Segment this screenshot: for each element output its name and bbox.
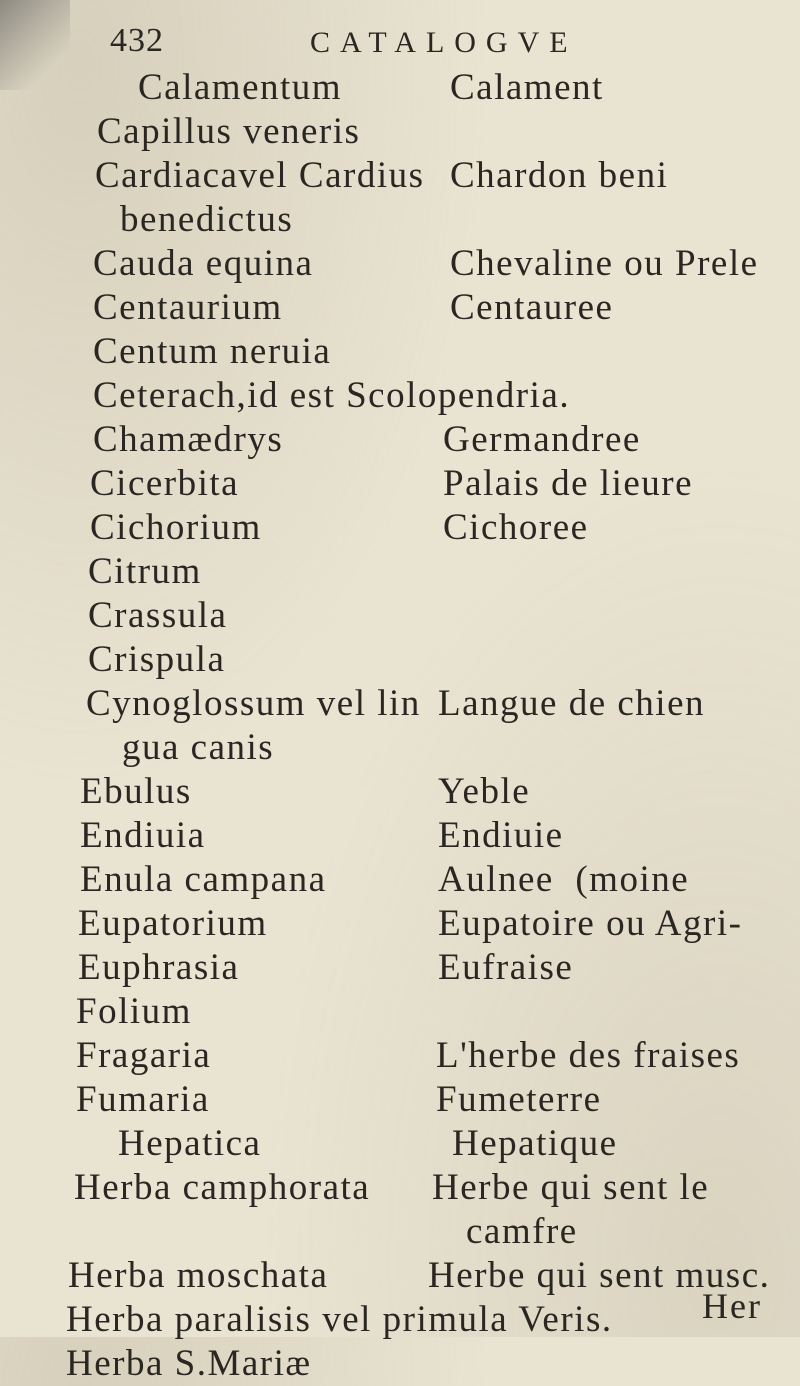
french-name: Langue de chien (438, 683, 705, 724)
latin-name: Centaurium (93, 287, 283, 328)
latin-name: Folium (76, 991, 192, 1032)
french-name: Cichoree (443, 507, 589, 548)
latin-name: Cynoglossum vel lin (86, 683, 421, 724)
latin-name: Herba camphorata (74, 1167, 371, 1208)
catalogue-entries (0, 66, 800, 1386)
french-name: Eupatoire ou Agri- (438, 903, 743, 944)
page-header (0, 20, 800, 70)
entry-row (0, 638, 800, 682)
latin-name: gua canis (122, 727, 275, 768)
latin-name: Herba paralisis vel primula Veris. (66, 1299, 613, 1340)
latin-name: Herba moschata (68, 1255, 329, 1296)
french-name: Centauree (450, 287, 614, 328)
latin-name: Ceterach,id est Scolopendria. (93, 375, 571, 416)
latin-name: Fumaria (76, 1079, 210, 1120)
latin-name: Eupatorium (78, 903, 268, 944)
entry-row (0, 418, 800, 462)
entry-row (0, 1078, 800, 1122)
latin-name: Crispula (88, 639, 226, 680)
entry-row (0, 550, 800, 594)
entry-row (0, 506, 800, 550)
entry-row (0, 946, 800, 990)
french-name: Yeble (438, 771, 531, 812)
entry-row (0, 110, 800, 154)
entry-row (0, 330, 800, 374)
latin-name: Hepatica (118, 1123, 262, 1164)
latin-name: Capillus veneris (97, 111, 361, 152)
latin-name: Cauda equina (93, 243, 314, 284)
french-name: Fumeterre (436, 1079, 602, 1120)
latin-name: Centum neruia (93, 331, 332, 372)
latin-name: Calamentum (138, 67, 343, 108)
entry-row (0, 770, 800, 814)
french-name: Hepatique (452, 1123, 618, 1164)
entry-row (0, 1166, 800, 1210)
french-name: Chevaline ou Prele (450, 243, 759, 284)
running-title: CATALOGVE (310, 26, 578, 59)
french-name: L'herbe des fraises (436, 1035, 741, 1076)
latin-name: Euphrasia (78, 947, 240, 988)
entry-row (0, 154, 800, 198)
entry-row (0, 198, 800, 242)
page-number: 432 (110, 22, 164, 59)
latin-name: Crassula (88, 595, 228, 636)
entry-row (0, 462, 800, 506)
entry-row (0, 1298, 800, 1342)
entry-row (0, 66, 800, 110)
latin-name: Citrum (88, 551, 202, 592)
latin-name: Endiuia (80, 815, 206, 856)
entry-row (0, 594, 800, 638)
french-name: Herbe qui sent musc. (428, 1255, 771, 1296)
entry-row (0, 242, 800, 286)
latin-name: Enula campana (80, 859, 327, 900)
entry-row (0, 726, 800, 770)
latin-name: Chamædrys (93, 419, 284, 460)
french-name: Calament (450, 67, 604, 108)
latin-name: benedictus (120, 199, 294, 240)
french-name: camfre (466, 1211, 578, 1252)
latin-name: Cardiacavel Cardius (95, 155, 425, 196)
latin-name: Cichorium (90, 507, 262, 548)
entry-row (0, 902, 800, 946)
entry-row (0, 990, 800, 1034)
latin-name: Ebulus (80, 771, 192, 812)
latin-name: Cicerbita (90, 463, 240, 504)
french-name: Endiuie (438, 815, 564, 856)
french-name: Germandree (443, 419, 641, 460)
entry-row (0, 374, 800, 418)
french-name: Chardon beni (450, 155, 669, 196)
latin-name: Herba S.Mariæ (66, 1343, 312, 1384)
latin-name: Fragaria (76, 1035, 212, 1076)
catchword: Her (702, 1286, 762, 1326)
entry-row (0, 814, 800, 858)
french-name: Aulnee (moine (438, 859, 690, 900)
french-name: Eufraise (438, 947, 574, 988)
entry-row (0, 1034, 800, 1078)
french-name: Palais de lieure (443, 463, 694, 504)
french-name: Herbe qui sent le (432, 1167, 710, 1208)
entry-row (0, 1254, 800, 1298)
entry-row (0, 1342, 800, 1386)
entry-row (0, 1210, 800, 1254)
entry-row (0, 858, 800, 902)
entry-row (0, 682, 800, 726)
entry-row (0, 286, 800, 330)
entry-row (0, 1122, 800, 1166)
